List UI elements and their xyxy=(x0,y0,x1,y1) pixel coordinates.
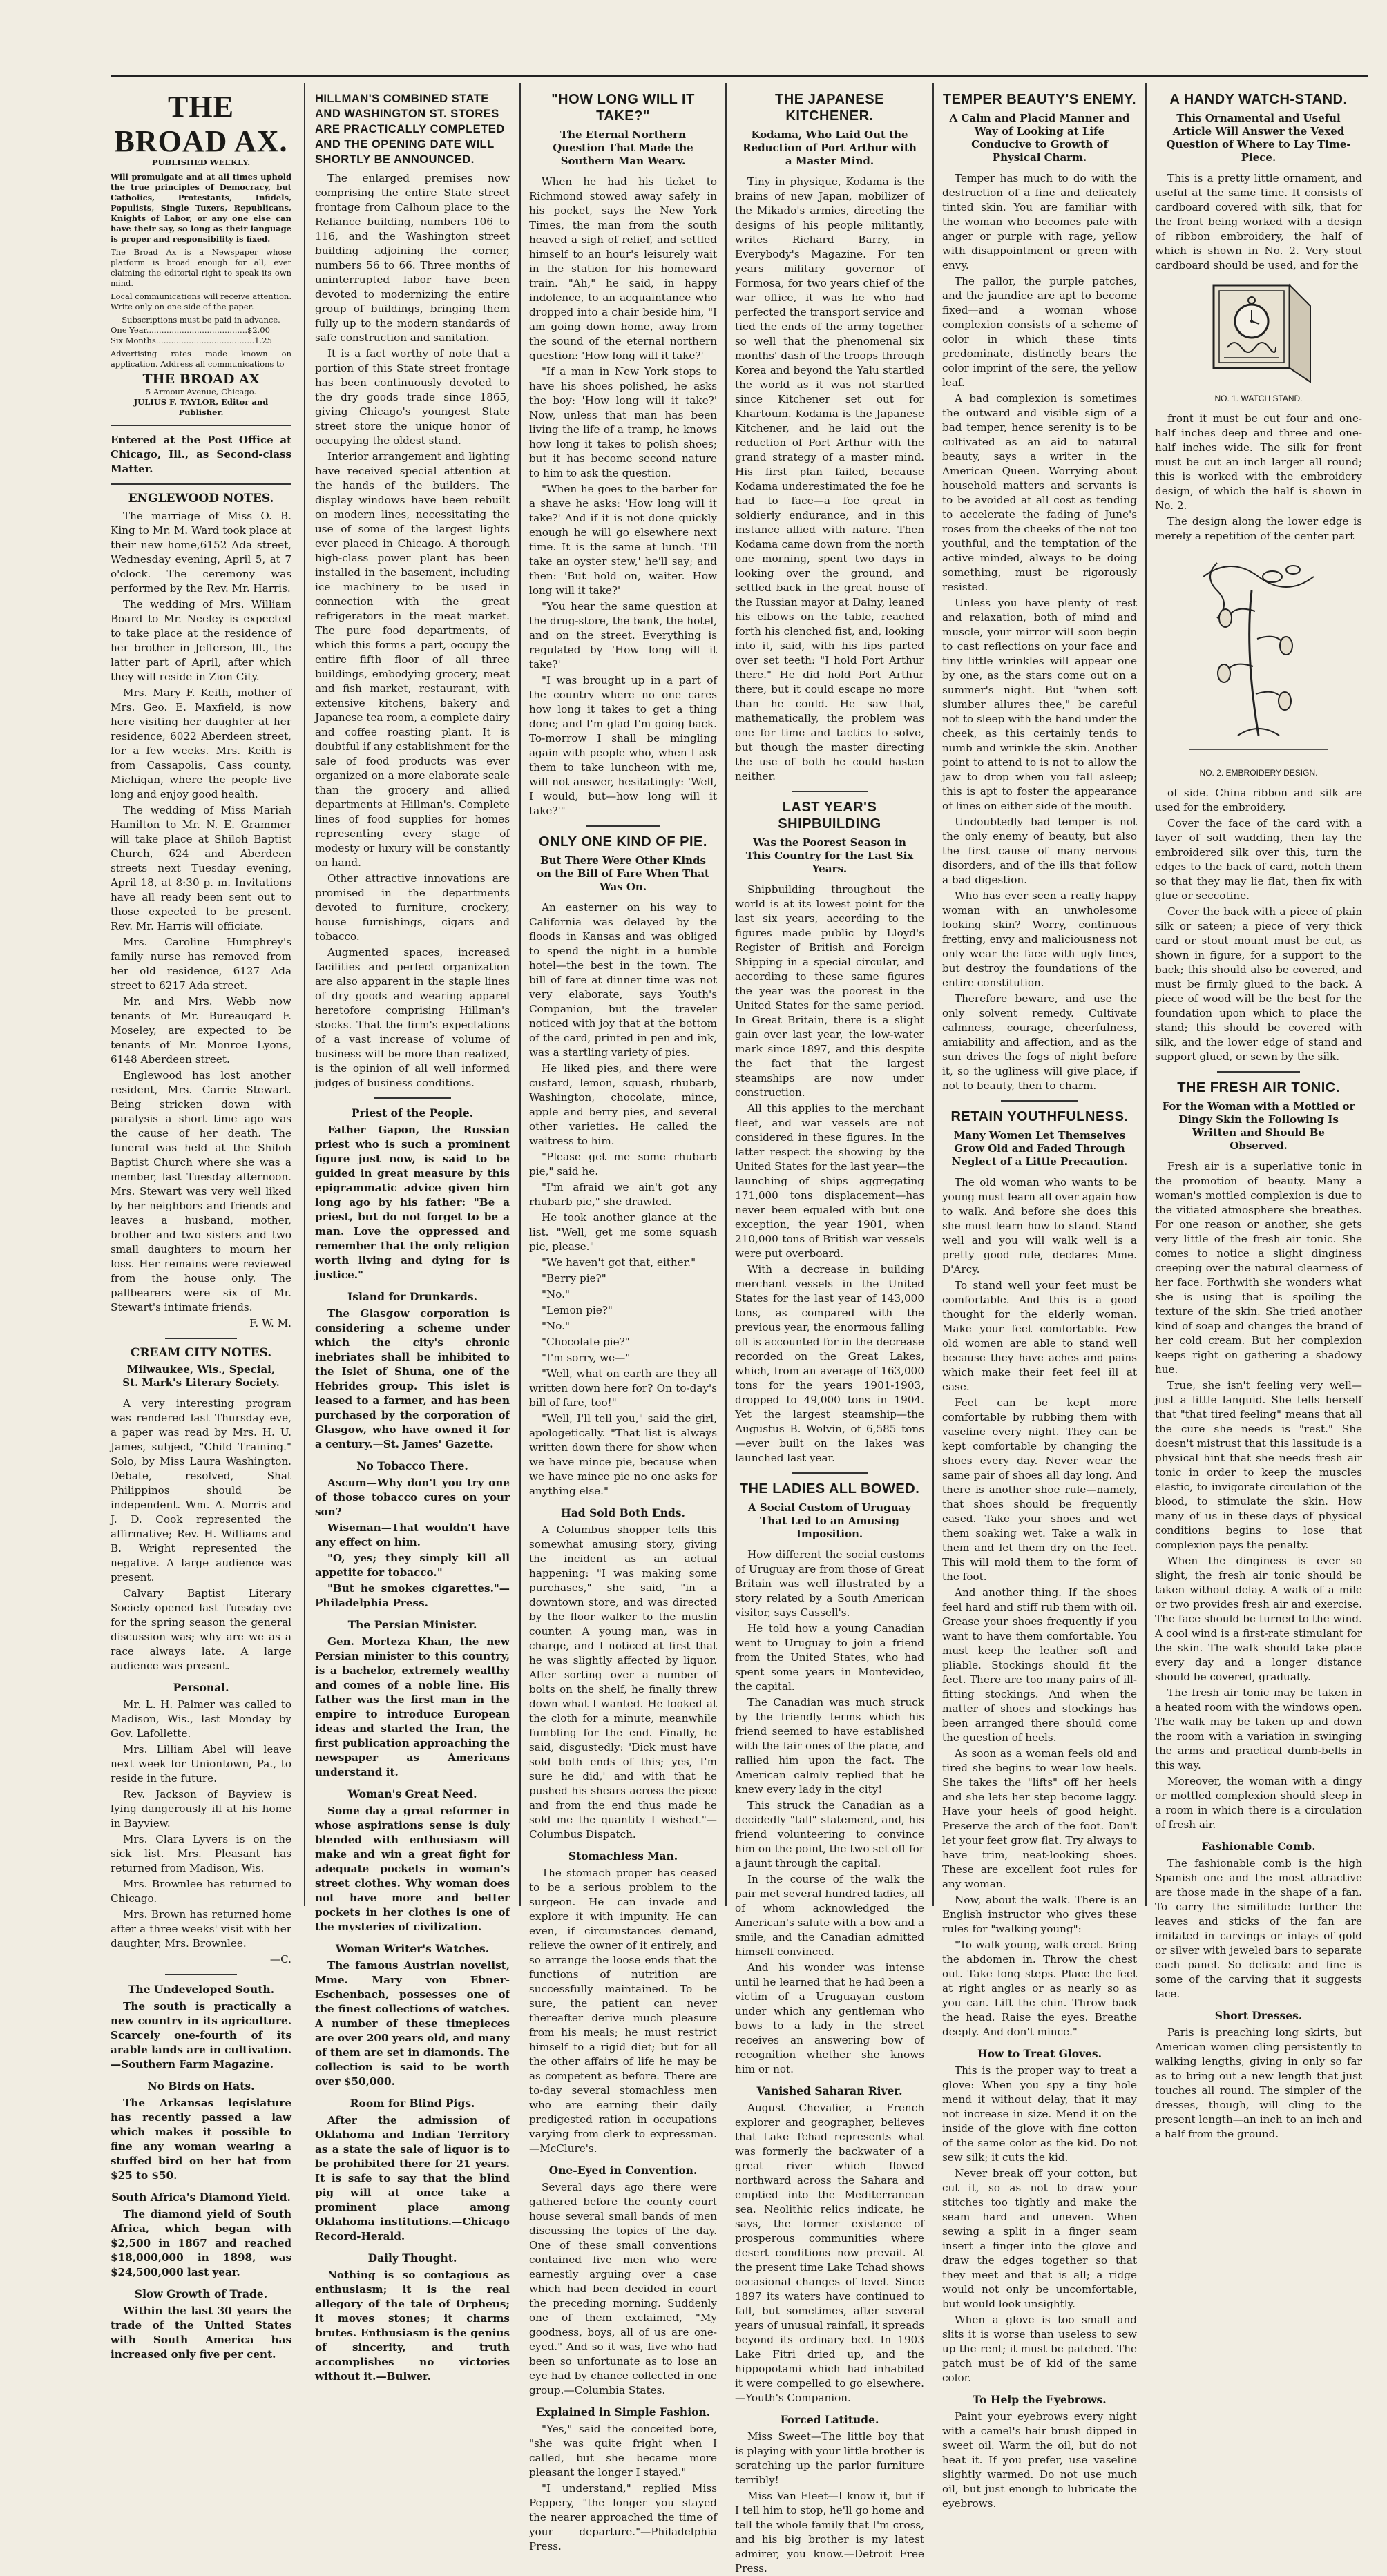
watch-stand-text: This is a pretty little ornament, and useful at the same time. It consists of cardboard covered with silk, that for the front being worked with a design of ribbon embroidery, the half of which is shown in No. 2. Very stout cardboard should be used, and for the xyxy=(1155,172,1362,271)
how-long-paragraph: When he had his ticket to Richmond stowed away safely in his pocket, says the New York Times, the man from the south heaved a sigh of relief, and settled himself to an hour's leisurely wait in the station for his homeward train. "Ah," he said, in happy indolence, to an acquaintance who dropped into a chair beside him, "I am going down home, away from the sound of the eternal northern question: 'How long will it take?' xyxy=(529,175,717,362)
fresh-air-paragraph: True, she isn't feeling very well—just a little languid. She tells herself that "that tired feeling" means that all the cure she needs is "rest." She doesn't mistrust that this lassitude is a physical hint that she needs fresh air tonic in order to keep the muscles elastic, to invigorate circulation of the blood, to stimulate the skin. How many of us in these days of physical conditions begins to lose that complexion pays the penalty. xyxy=(1155,1379,1362,1551)
kitchener-heading: THE JAPANESE KITCHENER. xyxy=(775,92,884,124)
pie-heading: ONLY ONE KIND OF PIE. xyxy=(539,834,707,849)
watches-text: The famous Austrian novelist, Mme. Mary von Ebner-Eschenbach, possesses one of the finest collections of watches. A number of these timepieces are over 200 years old, and many of them are set in diamonds. The collection is said to be worth over $50,000. xyxy=(315,1959,510,2088)
short-dresses-text: Paris is preaching long skirts, but American women cling persistently to walking lengths, giving in only so far as to bring out a new length that just touches all round. The simpler of the dresses, though, will cling to the present length—an inch to an inch and a half from the ground. xyxy=(1155,2026,1362,2140)
one-eyed-text: Several days ago there were gathered before the county court house several small bands of men discussing the topics of the day. One of these small conventions contained five men who were earnestly arguing over a case which had been decided in court the preceding morning. Suddenly one of them exclaimed, "My goodness, boys, all of us are one-eyed." And so it was, five who had been so unfortunate as to lose an eye had by chance collected in one group.—Columbia States. xyxy=(529,2181,717,2396)
pie-paragraph: "Lemon pie?" xyxy=(542,1304,613,1316)
ladies-paragraph: How different the social customs of Uruguay are from those of Great Britain was well illustrated by a story related by a South American visitor, says Cassell's. xyxy=(735,1548,924,1619)
pie-paragraph: "I'm afraid we ain't got any rhubarb pie," she drawled. xyxy=(529,1181,717,1208)
fashion-text: "I understand," replied Miss Peppery, "the longer you stayed the nearer approached the time of your departure."—Philadelphia Press. xyxy=(529,2482,717,2553)
eyebrows-heading: To Help the Eyebrows. xyxy=(973,2393,1107,2406)
ladies-paragraph: He told how a young Canadian went to Uruguay to join a friend from the United States, who had spent some years in Montevideo, the capital. xyxy=(735,1622,924,1693)
priest-heading: Priest of the People. xyxy=(351,1106,474,1119)
temper-paragraph: Temper has much to do with the destruction of a fine and delicately tinted skin. You are familiar with the woman who becomes pale with anger or purple with rage, yellow with disappointment or green with envy. xyxy=(942,172,1137,271)
how-long-paragraph: "When he goes to the barber for a shave he asks: 'How long will it take?' And if it is not done quickly enough he will go elsewhere next time. It is the same at lunch. 'I'll take an oyster stew,' he'll say; and then: 'But hold on, waiter. How long will it take?' xyxy=(529,483,717,597)
comb-text: The fashionable comb is the high Spanish one and the most attractive are those made in the shape of a fan. To carry the similitude further the leaves and sticks of the fan are imitated in carvings or inlays of gold or silver with jeweled bars to separate each panel. So delicate and fine is some of the carving that it suggests lace. xyxy=(1155,1857,1362,2000)
retain-paragraph: And another thing. If the shoes feel hard and stiff rub them with oil. Grease your shoes frequently if you want to have them comfortable. You must keep the leather soft and pliable. Stockings should fit the feet. There are too many pairs of ill-fitting stockings. And when the matter of shoes and stockings has been arranged there should come the question of heels. xyxy=(942,1586,1137,1744)
island-text: The Glasgow corporation is considering a scheme under which the city's chronic inebriates shall be inhibited to the Islet of Shuna, one of the Hebrides group. This islet is leased to a farmer, and has been purchased by the corporation of Glasgow, who have owned it for a century.—St. James' Gazette. xyxy=(315,1307,510,1450)
shipbuilding-subheading: Was the Poorest Season in This Country for the Last Six Years. xyxy=(745,836,914,875)
diamond-heading: South Africa's Diamond Yield. xyxy=(111,2191,291,2204)
personal-item: Mrs. Lilliam Abel will leave next week for Uniontown, Pa., to reside in the future. xyxy=(111,1743,291,1785)
personal-item: Mrs. Brown has returned home after a three weeks' visit with her daughter, Mrs. Brownlee. xyxy=(111,1908,291,1950)
diamond-text: The diamond yield of South Africa, which began with $2,500 in 1867 and reached $18,000,000 in 1898, was $24,500,000 last year. xyxy=(111,2208,291,2278)
column-rule xyxy=(304,83,305,1906)
watches-heading: Woman Writer's Watches. xyxy=(335,1942,490,1955)
masthead-name: THE BROAD AX xyxy=(142,372,260,387)
eyebrows-text: Paint your eyebrows every night with a camel's hair brush dipped in sweet oil. Warm the oil, but do not heat it. If you prefer, use vaseline slightly warmed. Do not use much oil, but just enough to lubricate the eyebrows. xyxy=(942,2410,1137,2510)
shipbuilding-heading: LAST YEAR'S SHIPBUILDING xyxy=(778,800,881,832)
personal-heading: Personal. xyxy=(173,1681,229,1694)
englewood-item: The wedding of Mrs. William Board to Mr. Neeley is expected to take place at the residence of her brother in Jefferson, Ill., the latter part of April, after which they will reside in Zion City. xyxy=(111,598,291,683)
gloves-paragraph: This is the proper way to treat a glove: When you spy a tiny hole mend it without delay, that it may not increase in size. Mend it on the inside of the glove with fine cotton of the same color as the kid. Do not sew silk; it cuts the kid. xyxy=(942,2064,1137,2164)
tobacco-line: "But he smokes cigarettes."—Philadelphia Press. xyxy=(315,1582,510,1609)
how-long-paragraph: "You hear the same question at the drug-store, the bank, the hotel, and on the street. Everything is regulated by 'How long will it take?' xyxy=(529,600,717,671)
englewood-item: Mrs. Caroline Humphrey's family nurse has removed from her old residence, 6127 Ada street to 6217 Ada street. xyxy=(111,936,291,992)
englewood-item: Mr. and Mrs. Webb now tenants of Mr. Bureaugard F. Moseley, are expected to be tenants of Mr. Monroe Lyons, 6148 Aberdeen street. xyxy=(111,995,291,1066)
cream-city-heading: CREAM CITY NOTES. xyxy=(130,1346,272,1360)
column-rule xyxy=(1145,83,1147,1906)
pie-paragraph: "Well, what on earth are they all written down here for? On to-day's bill of fare, too!" xyxy=(529,1367,717,1409)
masthead-local-comm: Local communications will receive attention. Write only on one side of the paper. xyxy=(111,291,291,311)
blind-pigs-text: After the admission of Oklahoma and Indian Territory as a state the sale of liquor is to be prohibited there for 21 years. It is safe to say that the blind pig will at once take a prominent place among Oklahoma institutions.—Chicago Record-Herald. xyxy=(315,2114,510,2242)
column-rule xyxy=(932,83,934,1906)
watch-stand-subheading: This Ornamental and Useful Article Will Answer the Vexed Question of Where to Lay Time-Piece. xyxy=(1166,112,1351,164)
fresh-air-heading: THE FRESH AIR TONIC. xyxy=(1177,1080,1340,1095)
fresh-air-paragraph: When the dinginess is ever so slight, the fresh air tonic should be taken without delay. A walk of a mile or two provides fresh air and exercise. The face should be turned to the wind. A cool wind is a first-rate stimulant for the skin. The walk should take place every day and a longer distance should be covered, gradually. xyxy=(1155,1555,1362,1683)
pie-paragraph: "I'm sorry, we—" xyxy=(542,1352,631,1364)
how-long-subheading: The Eternal Northern Question That Made the Southern Man Weary. xyxy=(553,128,694,167)
tobacco-line: "O, yes; they simply kill all appetite for tobacco." xyxy=(315,1552,510,1579)
pie-paragraph: An easterner on his way to California was delayed by the floods in Kansas and was obliged to spend the night in a humble hotel—the best in the town. The bill of fare at dinner time was not very elaborate, says Youth's Companion, but the traveler noticed with joy that at the bottom of the card, printed in pen and ink, was a startling variety of pies. xyxy=(529,901,717,1059)
englewood-item: Englewood has lost another resident, Mrs. Carrie Stewart. Being stricken down with paralysis a short time ago was the cause of her death. The funeral was held at the Shiloh Baptist Church where she was a member, last Tuesday afternoon. Mrs. Stewart was very well liked by her neighbors and friends and leaves a husband, mother, brother and two sisters and two small daughters to mourn her loss. Her remains were reviewed from the house only. The pallbearers were six of Mr. Stewart's intimate friends. xyxy=(111,1069,291,1314)
column-4 xyxy=(735,86,924,2575)
column-rule xyxy=(519,83,521,1906)
watch-stand-text: of side. China ribbon and silk are used for the embroidery. xyxy=(1155,787,1362,814)
englewood-item: Mrs. Mary F. Keith, mother of Mrs. Geo. E. Maxfield, is now here visiting her daughter at her residence, 6022 Aberdeen street, for a few weeks. Mrs. Keith is from Cassapolis, Cass county, Michigan, where the people live long and enjoy good health. xyxy=(111,686,291,800)
ladies-subheading: A Social Custom of Uruguay That Led to an Amusing Imposition. xyxy=(748,1501,911,1540)
embroidery-design-caption: NO. 2. EMBROIDERY DESIGN. xyxy=(1199,768,1318,778)
hillmans-paragraph: Augmented spaces, increased facilities and perfect organization are also apparent in the staple lines of dry goods and wearing apparel heretofore comprising Hillman's stocks. That the firm's expectations of a vast increase of volume of business will be more than realized, is the opinion of all well informed judges of business conditions. xyxy=(315,946,510,1089)
masthead-six-months: Six Months.......................................1.25 xyxy=(111,336,272,345)
temper-heading: TEMPER BEAUTY'S ENEMY. xyxy=(942,92,1137,107)
watch-stand-caption: NO. 1. WATCH STAND. xyxy=(1214,394,1303,403)
retain-paragraph: Feet can be kept more comfortable by rubbing them with vaseline every night. They can be kept comfortable by changing the shoes every day. Never wear the same pair of shoes all day long. And there is another shoe rule—namely, that shoes should be frequently eased. Take your shoes and wet them soaking wet. Take a walk in them and let them dry on the feet. This will mold them to the form of the foot. xyxy=(942,1396,1137,1583)
retain-subheading: Many Women Let Themselves Grow Old and Faded Through Neglect of a Little Precaution. xyxy=(951,1129,1128,1168)
watch-stand-text: The design along the lower edge is merely a repetition of the center part xyxy=(1155,515,1362,542)
embroidery-design-illustration xyxy=(1155,549,1362,760)
personal-item: Mrs. Clara Lyvers is on the sick list. Mrs. Pleasant has returned from Madison, Wis. xyxy=(111,1833,291,1874)
watch-stand-text: front it must be cut four and one-half inches deep and three and one-half inches wide. The silk for front must be cut an inch larger all round; this is worked with the embroidery design, of which the half is shown in No. 2. xyxy=(1155,412,1362,512)
watch-stand-illustration xyxy=(1155,278,1362,386)
temper-paragraph: Unless you have plenty of rest and relaxation, both of mind and muscle, your mirror will soon begin to cast reflections on your face and tiny little wrinkles will appear one by one, as the stars come out on a summer's night. But "when soft slumber allures thee," be careful not to sleep with the hand under the cheek, as this certainly tends to numb and wrinkle the skin. Another point to attend to is not to allow the jaw to drop when you fall asleep; this is apt to foster the appearance of lines on either side of the mouth. xyxy=(942,597,1137,812)
hillmans-paragraph: Other attractive innovations are promised in the departments devoted to furniture, crockery, house furnishings, cigars and tobacco. xyxy=(315,872,510,943)
gloves-heading: How to Treat Gloves. xyxy=(977,2047,1102,2060)
masthead-intro: Will promulgate and at all times uphold the true principles of Democracy, but Catholics, Protestants, Infidels, Populists, Single Tuxers, Republicans, Knights of Labor, or any one else can have their say, so long as their language is proper and responsibility is fixed. xyxy=(111,172,291,244)
island-heading: Island for Drunkards. xyxy=(347,1290,478,1303)
cream-city-item: Calvary Baptist Literary Society opened last Tuesday eve for the spring season the general discussion was; why are we as a race always late. A large audience was present. xyxy=(111,1587,291,1672)
forced-text: Miss Sweet—The little boy that is playing with your little brother is scratching up the parlor furniture terribly! xyxy=(735,2430,924,2486)
daily-thought-text: Nothing is so contagious as enthusiasm; it is the real allegory of the tale of Orpheus; it moves stones; it charms brutes. Enthusiasm is the genius of sincerity, and truth accomplishes no victories without it.—Bulwer. xyxy=(315,2269,510,2383)
masthead-editor: JULIUS F. TAYLOR, Editor and Publisher. xyxy=(133,397,269,417)
temper-paragraph: A bad complexion is sometimes the outward and visible sign of a bad temper, hence serenity is to be cultivated as an aid to natural beauty, says a writer in the American Queen. Worrying about household matters and servants is to be avoided at all cost as tending to accelerate the fading of June's roses from the cheeks of the not too youthful, and the temptation of the active minded, always to be doing something, must be rigorously resisted. xyxy=(942,392,1137,593)
short-dresses-heading: Short Dresses. xyxy=(1214,2009,1303,2022)
pie-paragraph: "We haven't got that, either." xyxy=(542,1256,696,1269)
cream-city-item: A very interesting program was rendered last Thursday eve, a paper was read by Mrs. H. U. James, subject, "Child Training." Solo, by Miss Laura Washington. Debate, resolved, Shat Philippinos should be independent. Wm. A. Morris and J. D. Cook represented the affirmative; Rev. H. Williams and B. Wright represented the negative. A large audience was present. xyxy=(111,1397,291,1584)
temper-paragraph: Therefore beware, and use the only solvent remedy. Cultivate calmness, courage, cheerfulness, amiability and affection, and as the sun drives the fogs of night before it, so the ugliness will give place, if not to beauty, then to charm. xyxy=(942,992,1137,1092)
tobacco-line: Wiseman—That wouldn't have any effect on him. xyxy=(315,1521,510,1548)
englewood-signature: F. W. M. xyxy=(249,1317,291,1329)
sahara-heading: Vanished Saharan River. xyxy=(756,2084,903,2097)
watch-stand-heading: A HANDY WATCH-STAND. xyxy=(1169,92,1348,107)
sahara-text: August Chevalier, a French explorer and geographer, believes that Lake Tchad represents what was formerly the backwater of a great river which flowed northward across the Sahara and emptied into the Mediterranean sea. Neolithic relics indicate, he says, the former existence of prosperous communities where desert conditions now prevail. At the present time Lake Tchad shows occasional changes of level. Since 1897 its waters have continued to fall, but sometimes, after several years of unusual rainfall, it spreads beyond its ordinary bed. In 1903 Lake Fitri dried up, and the hippopotami which had inhabited it were compelled to go elsewhere.—Youth's Companion. xyxy=(735,2102,924,2404)
pie-paragraph: He liked pies, and there were custard, lemon, squash, rhubarb, Washington, chocolate, mince, apple and berry pies, and several other varieties. He called the waitress to him. xyxy=(529,1062,717,1147)
masthead-address: 5 Armour Avenue, Chicago. xyxy=(145,387,257,396)
column-1 xyxy=(111,86,291,2361)
masthead-one-year: One Year........................................$2.00 xyxy=(111,325,270,335)
column-6 xyxy=(1155,86,1362,2140)
retain-paragraph: Now, about the walk. There is an English instructor who gives these rules for "walking young": xyxy=(942,1894,1137,1935)
fresh-air-paragraph: Moreover, the woman with a dingy or mottled complexion should sleep in a room in which there is a circulation of fresh air. xyxy=(1155,1775,1362,1831)
retain-paragraph: "To walk young, walk erect. Bring the abdomen in. Throw the chest out. Take long steps. Place the feet at right angles or as nearly so as you can. Lift the chin. Throw back the head. Raise the eyes. Breathe deeply. And don't mince." xyxy=(942,1939,1137,2038)
newspaper-page xyxy=(111,75,1368,2575)
fashion-heading: Explained in Simple Fashion. xyxy=(535,2405,711,2419)
trade-text: Within the last 30 years the trade of the United States with South America has increased only five per cent. xyxy=(111,2305,291,2361)
ladies-paragraph: And his wonder was intense until he learned that he had been a victim of a Uruguayan custom under which any gentleman who bows to a lady in the street receives an answering bow of recognition whether she knows him or not. xyxy=(735,1961,924,2075)
personal-item: Mrs. Brownlee has returned to Chicago. xyxy=(111,1878,291,1905)
persian-text: Gen. Morteza Khan, the new Persian minister to this country, is a bachelor, extremely wealthy and comes of a noble line. His father was the first man in the empire to introduce European ideas and started the Iran, the first publication approaching the newspaper as Americans understand it. xyxy=(315,1635,510,1778)
hillmans-heading: HILLMAN'S COMBINED STATE AND WASHINGTON ST. STORES ARE PRACTICALLY COMPLETED AND THE OPENING DATE WILL SHORTLY BE ANNOUNCED. xyxy=(315,93,505,166)
priest-text: Father Gapon, the Russian priest who is such a prominent figure just now, is said to be guided in great measure by this epigrammatic advice given him long ago by his father: "Be a priest, but do not forget to be a man. Love the oppressed and remember that the only religion worth living and dying for is justice." xyxy=(315,1124,510,1281)
ladies-heading: THE LADIES ALL BOWED. xyxy=(739,1481,920,1497)
pie-paragraph: "No." xyxy=(542,1320,570,1332)
column-rule xyxy=(725,83,727,1906)
undeveloped-south-text: The south is practically a new country in its agriculture. Scarcely one-fourth of its arable lands are in cultivation.—Southern Farm Magazine. xyxy=(111,2000,291,2070)
pie-paragraph: "No." xyxy=(542,1288,570,1300)
temper-subheading: A Calm and Placid Manner and Way of Looking at Life Conducive to Growth of Physical Charm. xyxy=(949,112,1130,164)
retain-heading: RETAIN YOUTHFULNESS. xyxy=(950,1109,1129,1124)
ladies-paragraph: In the course of the walk the pair met several hundred ladies, all of whom acknowledged the American's salute with a bow and a smile, and the Canadian admitted himself convinced. xyxy=(735,1873,924,1958)
column-2 xyxy=(315,86,510,2383)
personal-item: Mr. L. H. Palmer was called to Madison, Wis., last Monday by Gov. Lafollette. xyxy=(111,1698,291,1740)
gloves-paragraph: When a glove is too small and slits it is worse than useless to sew up the rent; it must be patched. The patch must be of kid of the same color. xyxy=(942,2314,1137,2384)
forced-text: Miss Van Fleet—I know it, but if I tell him to stop, he'll go home and tell the whole family that I'm cross, and his big brother is my latest admirer, you know.—Detroit Free Press. xyxy=(735,2490,924,2575)
pie-paragraph: "Chocolate pie?" xyxy=(542,1336,630,1348)
one-eyed-heading: One-Eyed in Convention. xyxy=(548,2164,698,2177)
cream-city-subheading: Milwaukee, Wis., Special, St. Mark's Literary Society. xyxy=(122,1363,280,1389)
woman-need-text: Some day a great reformer in whose aspirations sense is duly blended with enthusiasm will make and win a great fight for adequate pockets in woman's street clothes. Why woman does not have more and better pockets in her clothes is one of the mysteries of civilization. xyxy=(315,1805,510,1933)
hillmans-paragraph: It is a fact worthy of note that a portion of this State street frontage has been continuously devoted to the dry goods trade since 1865, giving Chicago's youngest State street store the unique honor of occupying the oldest stand. xyxy=(315,347,510,447)
stomach-text: The stomach proper has ceased to be a serious problem to the surgeon. He can invade and explore it with impunity. He can even, if circumstances demand, relieve the owner of it entirely, and so arrange the loose ends that the functions of nutrition are successfully maintained. To be sure, the patient can never thereafter derive much pleasure from his meals; he must restrict himself to a rigid diet; but for all the other affairs of life he may be as competent as before. There are to-day several stomachless men who are earning their daily predigested ration in occupations varying from clerk to expressman.—McClure's. xyxy=(529,1867,717,2155)
how-long-paragraph: "If a man in New York stops to have his shoes polished, he asks the boy: 'How long will it take?' Now, unless that man has been living the life of a tramp, he knows how long it takes to polish shoes; but it has become second nature to him to ask the question. xyxy=(529,365,717,479)
englewood-item: The marriage of Miss O. B. King to Mr. M. Ward took place at their new home,6152 Ada street, Wednesday evening, April 5, at 7 o'clock. The ceremony was performed by the Rev. Mr. Harris. xyxy=(111,510,291,595)
temper-paragraph: The pallor, the purple patches, and the jaundice are apt to become fixed—and a woman whose complexion consists of a scheme of color in which these tints predominate, distinctly bears the color imprint of the sere, the yellow leaf. xyxy=(942,275,1137,389)
fresh-air-paragraph: The fresh air tonic may be taken in a heated room with the windows open. The walk may be taken up and down the room with a variation in swinging the arms and practical dumb-bells in this way. xyxy=(1155,1686,1362,1771)
birds-hats-heading: No Birds on Hats. xyxy=(147,2079,255,2093)
englewood-heading: ENGLEWOOD NOTES. xyxy=(128,492,274,506)
masthead-advertising: Advertising rates made known on application. Address all communications to xyxy=(111,349,291,369)
tobacco-line: Ascum—Why don't you try one of those tobacco cures on your son? xyxy=(315,1477,510,1518)
sold-heading: Had Sold Both Ends. xyxy=(561,1506,685,1519)
masthead-paper-note: The Broad Ax is a Newspaper whose platform is broad enough for all, ever claiming the editorial right to speak its own mind. xyxy=(111,247,291,288)
masthead-subs-note: Subscriptions must be paid in advance. xyxy=(122,315,280,325)
pie-paragraph: "Please get me some rhubarb pie," said he. xyxy=(529,1151,717,1178)
watch-stand-text: Cover the face of the card with a layer of soft wadding, then lay the embroidered silk over this, turn the edges to the back of card, notch them so that they may lie flat, then fix with glue or seccotine. xyxy=(1155,817,1362,902)
englewood-item: The wedding of Miss Mariah Hamilton to Mr. N. E. Grammer will take place at Shiloh Baptist Church, 624 and Aberdeen streets next Tuesday evening, April 18, at 8:30 p. m. Invitations have all ready been sent out to those expected to be present. Rev. Mr. Harris will officiate. xyxy=(111,804,291,932)
retain-paragraph: As soon as a woman feels old and tired she begins to wear low heels. She takes the "lifts" off her heels and she lets her step become laggy. Have your heels of good height. Preserve the arch of the foot. Don't let your feet grow flat. Try always to have trim, neat-looking shoes. These are excellent foot rules for any woman. xyxy=(942,1747,1137,1890)
masthead-entered: Entered at the Post Office at Chicago, Ill., as Second-class Matter. xyxy=(111,434,291,475)
stomach-heading: Stomachless Man. xyxy=(568,1849,678,1863)
shipbuilding-paragraph: All this applies to the merchant fleet, and war vessels are not considered in these figures. In the latter respect the showing by the United States for the last year—the launching of ships aggregating 171,000 tons displacement—has never been equaled with but one exception, the year 1901, when 210,000 tons of British war vessels were put overboard. xyxy=(735,1102,924,1260)
comb-heading: Fashionable Comb. xyxy=(1201,1840,1316,1853)
masthead-published: PUBLISHED WEEKLY. xyxy=(151,157,251,167)
column-3 xyxy=(529,86,717,2553)
kitchener-paragraph: Tiny in physique, Kodama is the brains of new Japan, mobilizer of the Mikado's armies, directing the designs of his people militantly, writes Richard Barry, in Everybody's Magazine. For ten years military governor of Formosa, for two years chief of the war office, it was he who had perfected the transport service and tied the ends of the army together so well that the phenomenal six months' dash of the troops through Korea and beyond the Yalu startled the world as it was not startled since Kitchener set out for Khartoum. Kodama is the Japanese Kitchener, and he laid out the reduction of Port Arthur with the grand strategy of a master mind. His first plan failed, because Kodama underestimated the foe he had to face—a foe great in soldierly endurance, and in this instance allied with nature. Then Kodama came down from the north one morning, spent two days in looking over the ground, and settled back in the great house of the Russian mayor at Dalny, leaned his elbows on the table, reached forth his clenched fist, and, looking into it, said, with his lips parted over set teeth: "I hold Port Arthur there." He did hold Port Arthur there, but it could escape no more than he could. He saw that, mathematically, the problem was one for time and tactics to solve, but though the master directing the use of both he could hasten neither. xyxy=(735,175,924,782)
kitchener-subheading: Kodama, Who Laid Out the Reduction of Port Arthur with a Master Mind. xyxy=(743,128,917,167)
masthead-title: THE BROAD AX. xyxy=(114,90,288,158)
trade-heading: Slow Growth of Trade. xyxy=(134,2287,268,2300)
daily-thought-heading: Daily Thought. xyxy=(367,2251,457,2265)
pie-paragraph: He took another glance at the list. "Well, get me some squash pie, please." xyxy=(529,1211,717,1253)
pie-paragraph: "Berry pie?" xyxy=(542,1272,606,1285)
column-5 xyxy=(942,86,1137,2510)
shipbuilding-paragraph: Shipbuilding throughout the world is at its lowest point for the last six years, according to the figures made public by Lloyd's Register of British and Foreign Shipping in a special circular, and according to these same figures the year was the poorest in the United States for the same period. In Great Britain, there is a slight gain over last year, the low-water mark since 1897, and this despite the fact that the largest steamships are now under construction. xyxy=(735,883,924,1099)
temper-paragraph: Who has ever seen a really happy woman with an unwholesome looking skin? Worry, continuous fretting, envy and maliciousness not only wear the face with ugly lines, but destroy the foundations of the entire constitution. xyxy=(942,890,1137,989)
how-long-paragraph: "I was brought up in a part of the country where no one cares how long it takes to get a thing done; and I'm glad I'm going back. To-morrow I shall be mingling again with people who, when I ask them to take luncheon with me, will not answer, hesitatingly: 'Well, I would, but—how long will it take?'" xyxy=(529,674,717,817)
tobacco-heading: No Tobacco There. xyxy=(356,1459,468,1472)
blind-pigs-heading: Room for Blind Pigs. xyxy=(350,2097,475,2110)
personal-item: Rev. Jackson of Bayview is lying dangerously ill at his home in Bayview. xyxy=(111,1788,291,1829)
hillmans-paragraph: The enlarged premises now comprising the entire State street frontage from Calhoun place to the Reliance building, numbers 106 to 116, and the Washington street building adjoining the corner, numbers 56 to 66. Three months of uninterrupted labor have been devoted to modernizing the entire group of buildings, bringing them fully up to the modern standards of safe construction and sanitation. xyxy=(315,172,510,344)
retain-paragraph: The old woman who wants to be young must learn all over again how to walk. And before she does this she must learn how to stand. Stand well and you will walk well is a pretty good rule, declares Mme. D'Arcy. xyxy=(942,1176,1137,1276)
undeveloped-south-heading: The Undeveloped South. xyxy=(127,1983,275,1996)
ladies-paragraph: This struck the Canadian as a decidedly "tall" statement, and, his friend volunteering to convince him on the point, the two set off for a jaunt through the capital. xyxy=(735,1799,924,1869)
woman-need-heading: Woman's Great Need. xyxy=(347,1787,477,1800)
watch-stand-text: Cover the back with a piece of plain silk or sateen; a piece of very thick card or stout mount must be cut, as shown in figure, for a support to the back; this should also be covered, and must be firmly glued to the back. A piece of wood will be the best for the foundation upon which to place the stand; this should be covered with silk, and the lower edge of stand and support glued, or sewn by the silk. xyxy=(1155,905,1362,1063)
retain-paragraph: To stand well your feet must be comfortable. And this is a good thought for the elderly woman. Make your feet comfortable. Few old women are able to stand well because they have aches and pains which make their feet feel ill at ease. xyxy=(942,1279,1137,1393)
forced-heading: Forced Latitude. xyxy=(780,2413,879,2426)
pie-paragraph: "Well, I'll tell you," said the girl, apologetically. "That list is always written down there for show when we have mince pie, because when we have mince pie no one asks for anything else." xyxy=(529,1412,717,1497)
persian-heading: The Persian Minister. xyxy=(347,1618,477,1631)
temper-paragraph: Undoubtedly bad temper is not the only enemy of beauty, but also the first cause of many nervous disorders, and of the ills that follow a bad digestion. xyxy=(942,816,1137,886)
pie-subheading: But There Were Other Kinds on the Bill of Fare When That Was On. xyxy=(537,854,709,893)
hillmans-paragraph: Interior arrangement and lighting have received special attention at the hands of the builders. The display windows have been rebuilt on modern lines, necessitating the use of some of the largest lights ever placed in Chicago. A thorough high-class power plant has been installed in the basement, including ice machinery to be used in connection with the great refrigerators in the meat market. The pure food departments, of which this forms a part, occupy the entire fifth floor of all three buildings, embodying grocery, meat and fish market, restaurant, with extensive kitchens, bakery and Japanese tea room, a complete dairy and coffee roasting plant. It is doubtful if any establishment for the sale of food products was ever organized on a more elaborate scale than the grocery and allied departments at Hillman's. Complete lines of food supplies for homes representing every stage of modesty or luxury will be constantly on hand. xyxy=(315,450,510,869)
fresh-air-paragraph: Fresh air is a superlative tonic in the promotion of beauty. Many a woman's mottled complexion is due to the vitiated atmosphere she breathes. For one reason or another, she gets very little of the fresh air tonic. She comes to notice a slight dinginess creeping over the natural clearness of her face. Forthwith she wonders what she is using that is spoiling the texture of the skin. She tried another kind of soap and changes the brand of her cold cream. But her complexion keeps right on gathering a shadowy hue. xyxy=(1155,1160,1362,1376)
sold-text: A Columbus shopper tells this somewhat amusing story, giving the incident as an actual happening: "I was making some purchases," she said, "in a downtown store, and was directed by the floor walker to the muslin counter. A young man, was in charge, and I noticed at first that he was slightly affected by liquor. After sorting over a number of bolts on the shelf, he finally threw down what I wanted. He looked at the cloth for a minute, meanwhile fumbling for the end. Finally, he said, disgustedly: 'Dick must have sold both ends of this; yes, I'm sure he did,' and with that he pushed his shears across the piece and from the end thus made he sold me the quantity I wished."—Columbus Dispatch. xyxy=(529,1524,717,1840)
fresh-air-subheading: For the Woman with a Mottled or Dingy Skin the Following Is Written and Should Be Observed. xyxy=(1162,1100,1355,1152)
shipbuilding-paragraph: With a decrease in building merchant vessels in the United States for the last year of 143,000 tons, as compared with the previous year, the enormous falling off is accounted for in the decrease recorded on the Great Lakes, which, from an average of 163,000 tons for the years 1901-1903, dropped to 49,000 tons in 1904. Yet the largest steamship—the Augustus B. Wolvin, of 6,585 tons—ever built on the lakes was launched last year. xyxy=(735,1263,924,1464)
birds-hats-text: The Arkansas legislature has recently passed a law which makes it possible to fine any woman wearing a stuffed bird on her hat from $25 to $50. xyxy=(111,2097,291,2182)
how-long-heading: "HOW LONG WILL IT TAKE?" xyxy=(551,92,695,124)
personal-signature: —C. xyxy=(269,1953,291,1965)
fashion-text: "Yes," said the conceited bore, "she was quite fright when I called, but she became more pleasant the longer I stayed." xyxy=(529,2423,717,2479)
gloves-paragraph: Never break off your cotton, but cut it, so as not to draw your stitches too tightly and make the seam hard and uneven. When sewing a split in a finger seam insert a finger into the glove and draw the edges together so that they meet and that is all; a ridge would not only be uncomfortable, but would look unsightly. xyxy=(942,2167,1137,2310)
ladies-paragraph: The Canadian was much struck by the friendly terms which his friend seemed to have established with the fair ones of the place, and rallied him upon the fact. The American calmly replied that he knew every lady in the city! xyxy=(735,1696,924,1796)
